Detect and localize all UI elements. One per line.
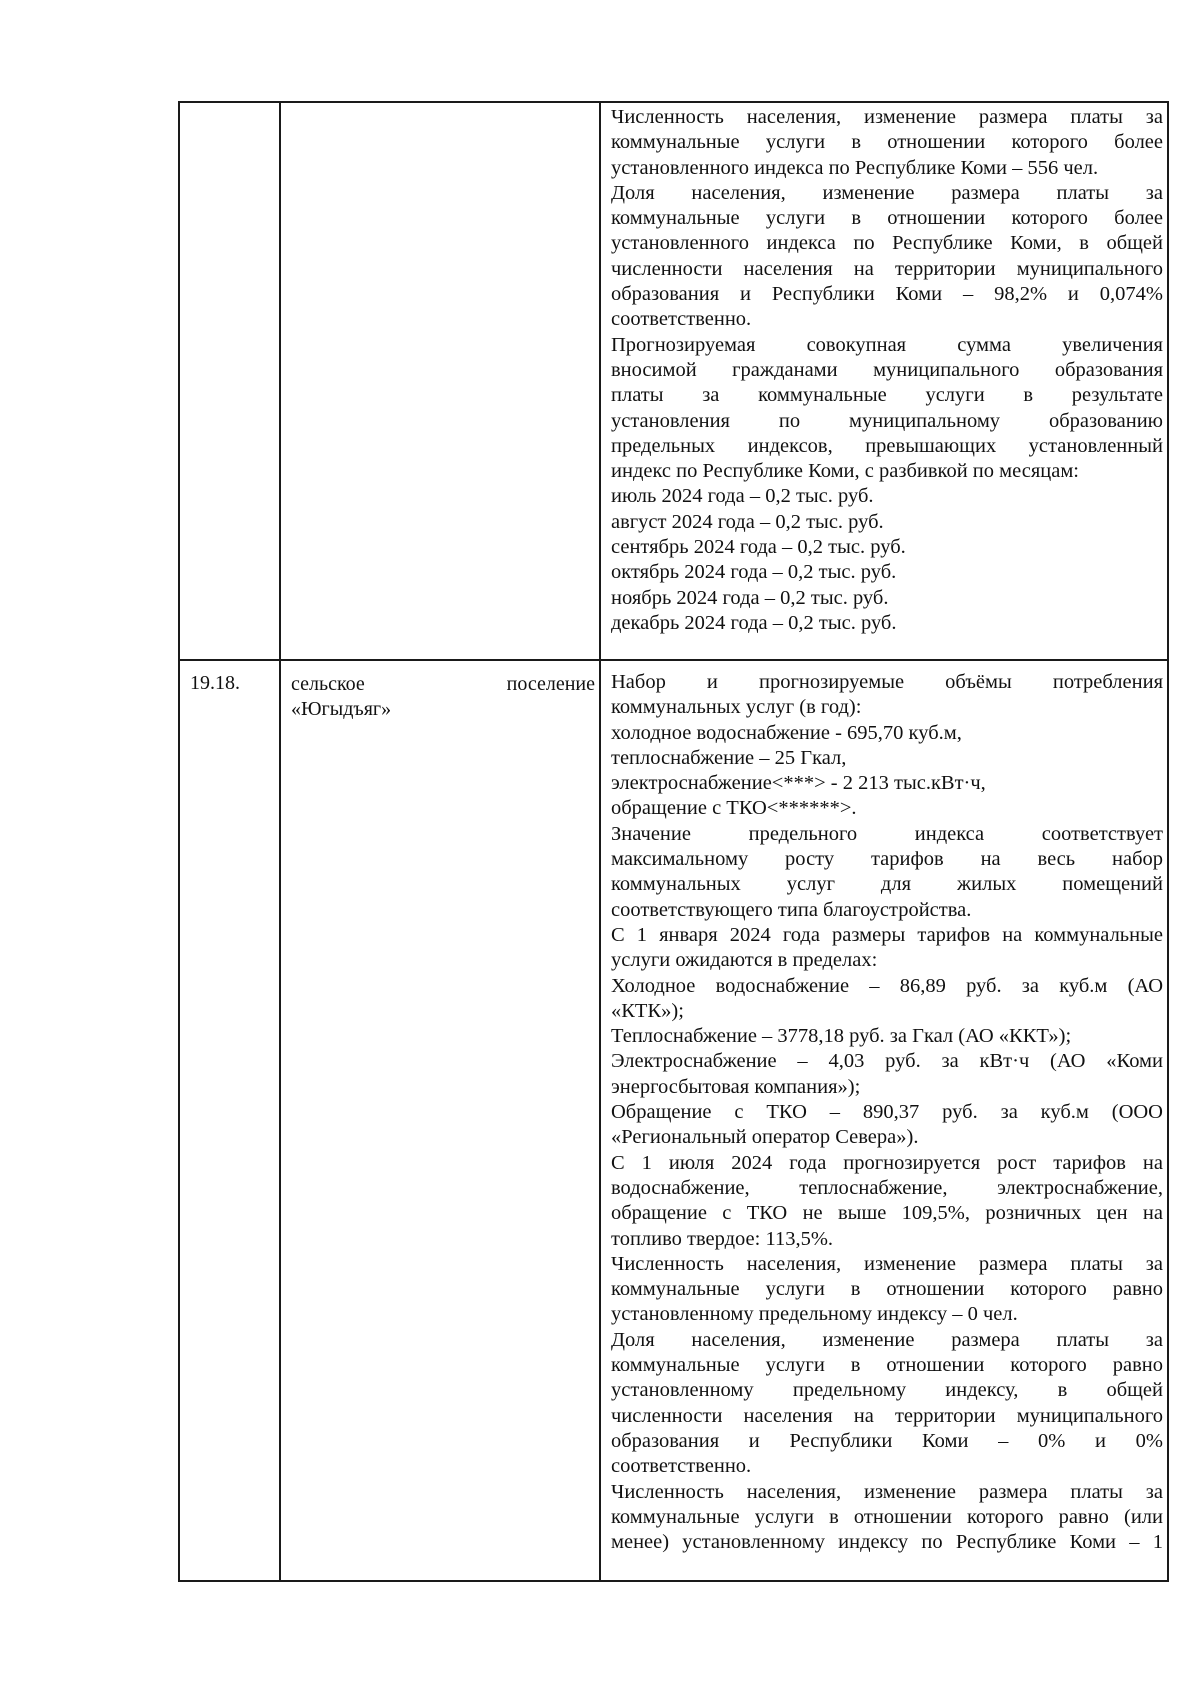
municipality-type	[291, 672, 595, 697]
text-line: октябрь 2024 года – 0,2 тыс. руб.	[611, 561, 897, 584]
text-line: Теплоснабжение – 3778,18 руб. за Гкал (АО «ККТ»);	[611, 1025, 1072, 1048]
text-line: Значение предельного индекса соответствует	[611, 822, 1163, 845]
row-number-cell: 19.18.	[179, 660, 280, 1581]
text-line: С 1 июля 2024 года прогнозируется рост тарифов на	[611, 1151, 1163, 1174]
text-line: предельных индексов, превышающих установленный	[611, 434, 1163, 457]
tariff-table	[178, 101, 1169, 1582]
text-line: Численность населения, изменение размера платы за	[611, 1480, 1163, 1503]
description-text	[611, 105, 1163, 636]
text-line: водоснабжение, теплоснабжение, электроснабжение,	[611, 1176, 1163, 1199]
text-line: Доля населения, изменение размера платы за	[611, 181, 1163, 204]
text-line: Электроснабжение – 4,03 руб. за кВт·ч (АО «Коми	[611, 1050, 1163, 1073]
text-line: коммунальных услуг (в год):	[611, 696, 862, 719]
text-line: численности населения на территории муниципального	[611, 1404, 1163, 1427]
text-line: платы за коммунальные услуги в результате	[611, 384, 1163, 407]
text-line: Численность населения, изменение размера платы за	[611, 106, 1163, 128]
text-line: Холодное водоснабжение – 86,89 руб. за куб.м (АО	[611, 974, 1163, 997]
text-line: электроснабжение<***> - 2 213 тыс.кВт·ч,	[611, 772, 986, 795]
text-line: июль 2024 года – 0,2 тыс. руб.	[611, 485, 874, 508]
text-line: Численность населения, изменение размера платы за	[611, 1252, 1163, 1275]
text-line: коммунальные услуги в отношении которого более	[611, 131, 1163, 154]
text-line: Обращение с ТКО – 890,37 руб. за куб.м (ООО	[611, 1101, 1163, 1124]
text-line: установленного индекса по Республике Коми, в общей	[611, 232, 1163, 255]
text-line: «Региональный оператор Севера»).	[611, 1126, 919, 1149]
text-line: энергосбытовая компания»);	[611, 1075, 861, 1098]
text-line: образования и Республики Коми – 98,2% и 0,074%	[611, 283, 1163, 306]
table-row	[179, 102, 1168, 660]
text-line: декабрь 2024 года – 0,2 тыс. руб.	[611, 611, 897, 634]
text-line: установления по муниципальному образованию	[611, 409, 1163, 432]
text-line: образования и Республики Коми – 0% и 0%	[611, 1429, 1163, 1452]
text-line: численности населения на территории муниципального	[611, 257, 1163, 280]
row-number-cell	[179, 102, 280, 660]
text-line: вносимой гражданами муниципального образования	[611, 358, 1163, 381]
text-line: соответственно.	[611, 1455, 752, 1478]
text-line: холодное водоснабжение - 695,70 куб.м,	[611, 721, 962, 744]
text-line: теплоснабжение – 25 Гкал,	[611, 746, 847, 769]
description-cell	[600, 102, 1168, 660]
text-line: С 1 января 2024 года размеры тарифов на коммунальные	[611, 923, 1163, 946]
municipality-type-word: сельское	[291, 673, 365, 695]
text-line: соответствующего типа благоустройства.	[611, 898, 972, 921]
text-line: установленному предельному индексу – 0 чел.	[611, 1303, 1018, 1326]
description-cell	[600, 660, 1168, 1581]
text-line: установленному предельному индексу, в общей	[611, 1379, 1163, 1402]
text-line: услуги ожидаются в пределах:	[611, 949, 878, 972]
text-line: коммунальные услуги в отношении которого равно (или	[611, 1505, 1163, 1528]
text-line: коммунальных услуг для жилых помещений	[611, 873, 1163, 896]
text-line: обращение с ТКО<******>.	[611, 797, 857, 820]
text-line: менее) установленному индексу по Республике Коми – 1	[611, 1531, 1163, 1554]
municipality-type-word: поселение	[506, 673, 595, 695]
text-line: Доля населения, изменение размера платы за	[611, 1328, 1163, 1351]
text-line: индекс по Республике Коми, с разбивкой по месяцам:	[611, 460, 1079, 483]
table-row	[179, 660, 1168, 1581]
text-line: соответственно.	[611, 308, 752, 331]
text-line: август 2024 года – 0,2 тыс. руб.	[611, 510, 884, 533]
municipality-name: «Югыдъяг»	[291, 698, 392, 720]
text-line: коммунальные услуги в отношении которого более	[611, 207, 1163, 230]
text-line: установленного индекса по Республике Коми – 556 чел.	[611, 156, 1099, 179]
text-line: коммунальные услуги в отношении которого равно	[611, 1278, 1163, 1301]
text-line: Набор и прогнозируемые объёмы потребления	[611, 671, 1163, 693]
municipality-cell	[280, 660, 600, 1581]
text-line: топливо твердое: 113,5%.	[611, 1227, 834, 1250]
description-text	[611, 670, 1163, 1555]
text-line: максимальному росту тарифов на весь набор	[611, 848, 1163, 871]
text-line: «КТК»);	[611, 999, 684, 1022]
municipality-cell	[280, 102, 600, 660]
text-line: Прогнозируемая совокупная сумма увеличения	[611, 333, 1163, 356]
text-line: коммунальные услуги в отношении которого равно	[611, 1354, 1163, 1377]
text-line: обращение с ТКО не выше 109,5%, розничных цен на	[611, 1202, 1163, 1225]
text-line: ноябрь 2024 года – 0,2 тыс. руб.	[611, 586, 889, 609]
text-line: сентябрь 2024 года – 0,2 тыс. руб.	[611, 536, 906, 559]
